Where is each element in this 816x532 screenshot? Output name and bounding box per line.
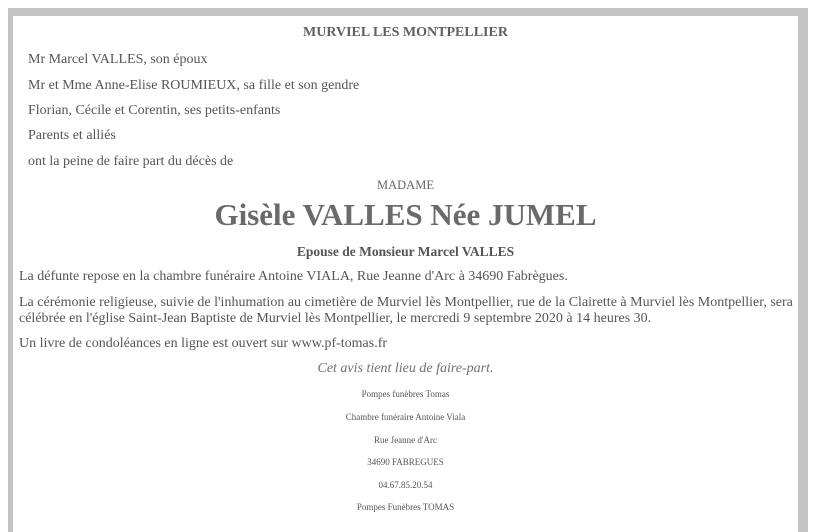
deceased-name: Gisèle VALLES Née JUMEL — [214, 197, 597, 232]
paragraph-condolences: Un livre de condoléances en ligne est ouvert sur www.pf-tomas.fr — [19, 336, 388, 351]
family-line: Florian, Cécile et Corentin, ses petits-enfants — [28, 103, 281, 118]
town-heading: MURVIEL LES MONTPELLIER — [303, 25, 508, 40]
family-line: Mr Marcel VALLES, son époux — [28, 52, 208, 67]
address-line: 34690 FABREGUES — [367, 457, 444, 467]
family-line: Mr et Mme Anne-Elise ROUMIEUX, sa fille et son gendre — [28, 78, 360, 93]
family-line: Parents et alliés — [28, 128, 116, 143]
notice-text: Cet avis tient lieu de faire-part. — [317, 361, 494, 376]
address-line: Pompes funèbres Tomas — [361, 389, 450, 399]
paragraph-ceremony: La cérémonie religieuse, suivie de l'inhumation au cimetière de Murviel lès Montpellier, rue de la Clairette à Murviel lès Montpellier, sera célébrée en l'église Saint-Jean Baptiste de Murviel lès Montpellier, le mercredi 9 septembre 2020 à 14 heures 30. — [19, 295, 793, 326]
family-line: ont la peine de faire part du décès de — [28, 154, 234, 169]
paragraph-repose: La défunte repose en la chambre funéraire Antoine VIALA, Rue Jeanne d'Arc à 34690 Fabrègues. — [19, 269, 568, 284]
address-line: Pompes Funèbres TOMAS — [356, 502, 455, 512]
address-line: 04.67.85.20.54 — [378, 480, 433, 490]
address-line: Rue Jeanne d'Arc — [373, 435, 438, 445]
obituary-card — [13, 16, 798, 532]
spouse-subtitle: Epouse de Monsieur Marcel VALLES — [296, 244, 515, 259]
address-line: Chambre funéraire Antoine Viala — [345, 412, 466, 422]
honorific: MADAME — [377, 178, 434, 192]
